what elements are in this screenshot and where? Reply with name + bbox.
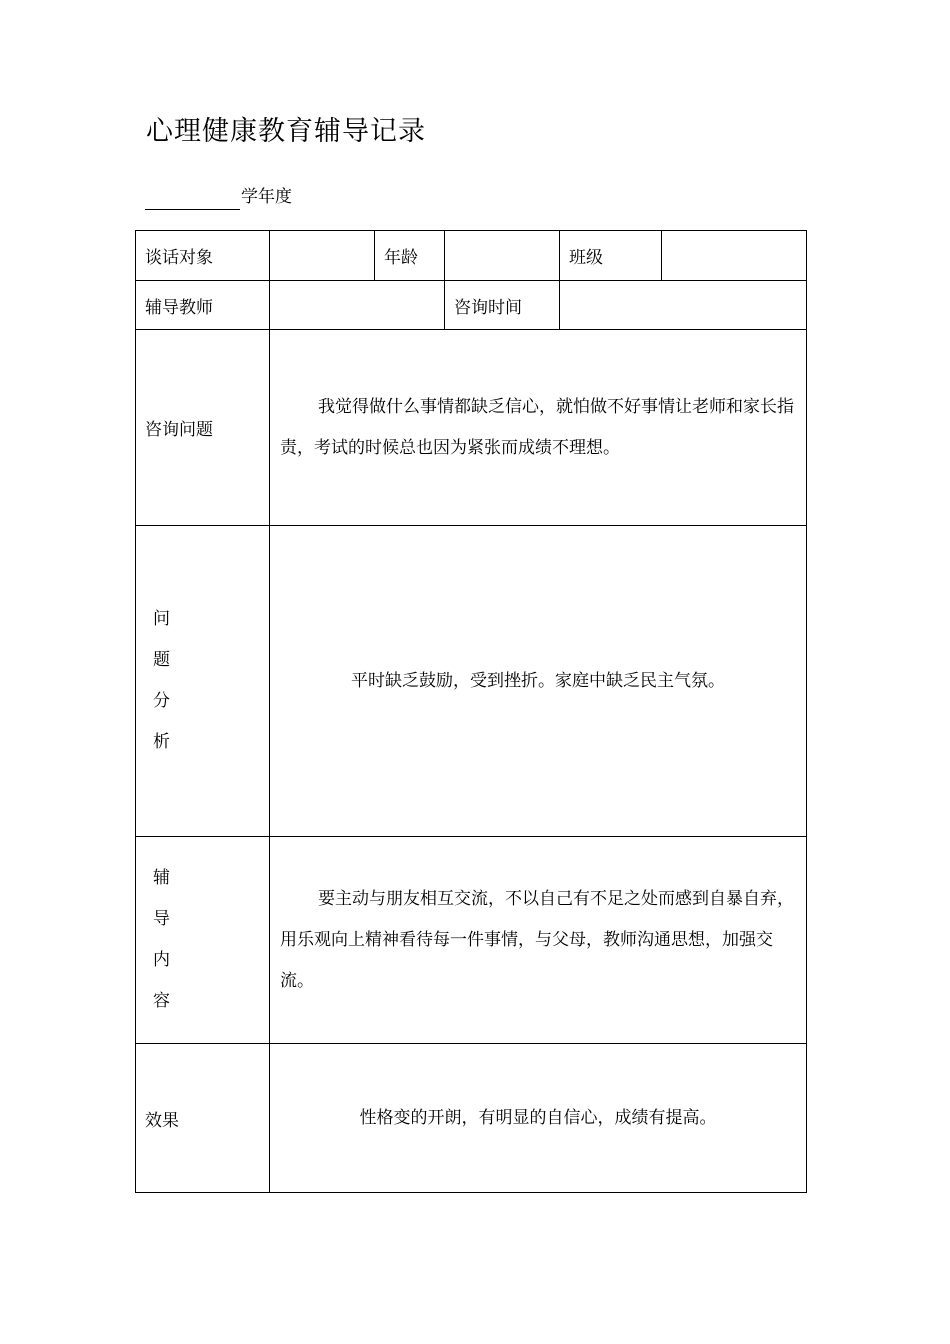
class-value-cell[interactable] bbox=[662, 231, 807, 281]
guidance-label-char: 容 bbox=[153, 991, 170, 1011]
class-label: 班级 bbox=[560, 231, 662, 281]
question-label: 咨询问题 bbox=[136, 330, 270, 526]
age-label: 年龄 bbox=[375, 231, 445, 281]
info-row-2 bbox=[136, 281, 807, 330]
consult-time-label: 咨询时间 bbox=[445, 281, 560, 330]
school-year-blank[interactable] bbox=[145, 183, 240, 210]
teacher-label: 辅导教师 bbox=[136, 281, 270, 330]
analysis-label-char: 分 bbox=[153, 691, 170, 711]
teacher-value-cell[interactable] bbox=[270, 281, 445, 330]
age-value-cell[interactable] bbox=[445, 231, 560, 281]
effect-label: 效果 bbox=[136, 1044, 270, 1193]
school-year-label: 学年度 bbox=[241, 187, 292, 207]
question-row bbox=[136, 330, 807, 526]
guidance-label-char: 辅 bbox=[153, 868, 170, 888]
analysis-label bbox=[136, 526, 270, 837]
guidance-label-char: 内 bbox=[153, 950, 170, 970]
page-title: 心理健康教育辅导记录 bbox=[146, 116, 426, 147]
analysis-label-char: 析 bbox=[153, 732, 170, 752]
counseling-record-table bbox=[135, 230, 807, 1193]
question-content: 我觉得做什么事情都缺乏信心，就怕做不好事情让老师和家长指责，考试的时候总也因为紧张而成绩不理想。 bbox=[270, 330, 807, 526]
subject-label: 谈话对象 bbox=[136, 231, 270, 281]
guidance-label bbox=[136, 837, 270, 1044]
analysis-label-char: 问 bbox=[153, 609, 170, 629]
guidance-row bbox=[136, 837, 807, 1044]
guidance-content: 要主动与朋友相互交流，不以自己有不足之处而感到自暴自弃，用乐观向上精神看待每一件事情，与父母，教师沟通思想，加强交流。 bbox=[270, 837, 807, 1044]
effect-content: 性格变的开朗，有明显的自信心，成绩有提高。 bbox=[270, 1044, 807, 1193]
effect-row bbox=[136, 1044, 807, 1193]
subject-value-cell[interactable] bbox=[270, 231, 375, 281]
school-year-line bbox=[145, 182, 292, 210]
info-row-1 bbox=[136, 231, 807, 281]
analysis-row bbox=[136, 526, 807, 837]
consult-time-value-cell[interactable] bbox=[560, 281, 807, 330]
analysis-content: 平时缺乏鼓励，受到挫折。家庭中缺乏民主气氛。 bbox=[270, 526, 807, 837]
guidance-label-char: 导 bbox=[153, 909, 170, 929]
analysis-label-char: 题 bbox=[153, 650, 170, 670]
